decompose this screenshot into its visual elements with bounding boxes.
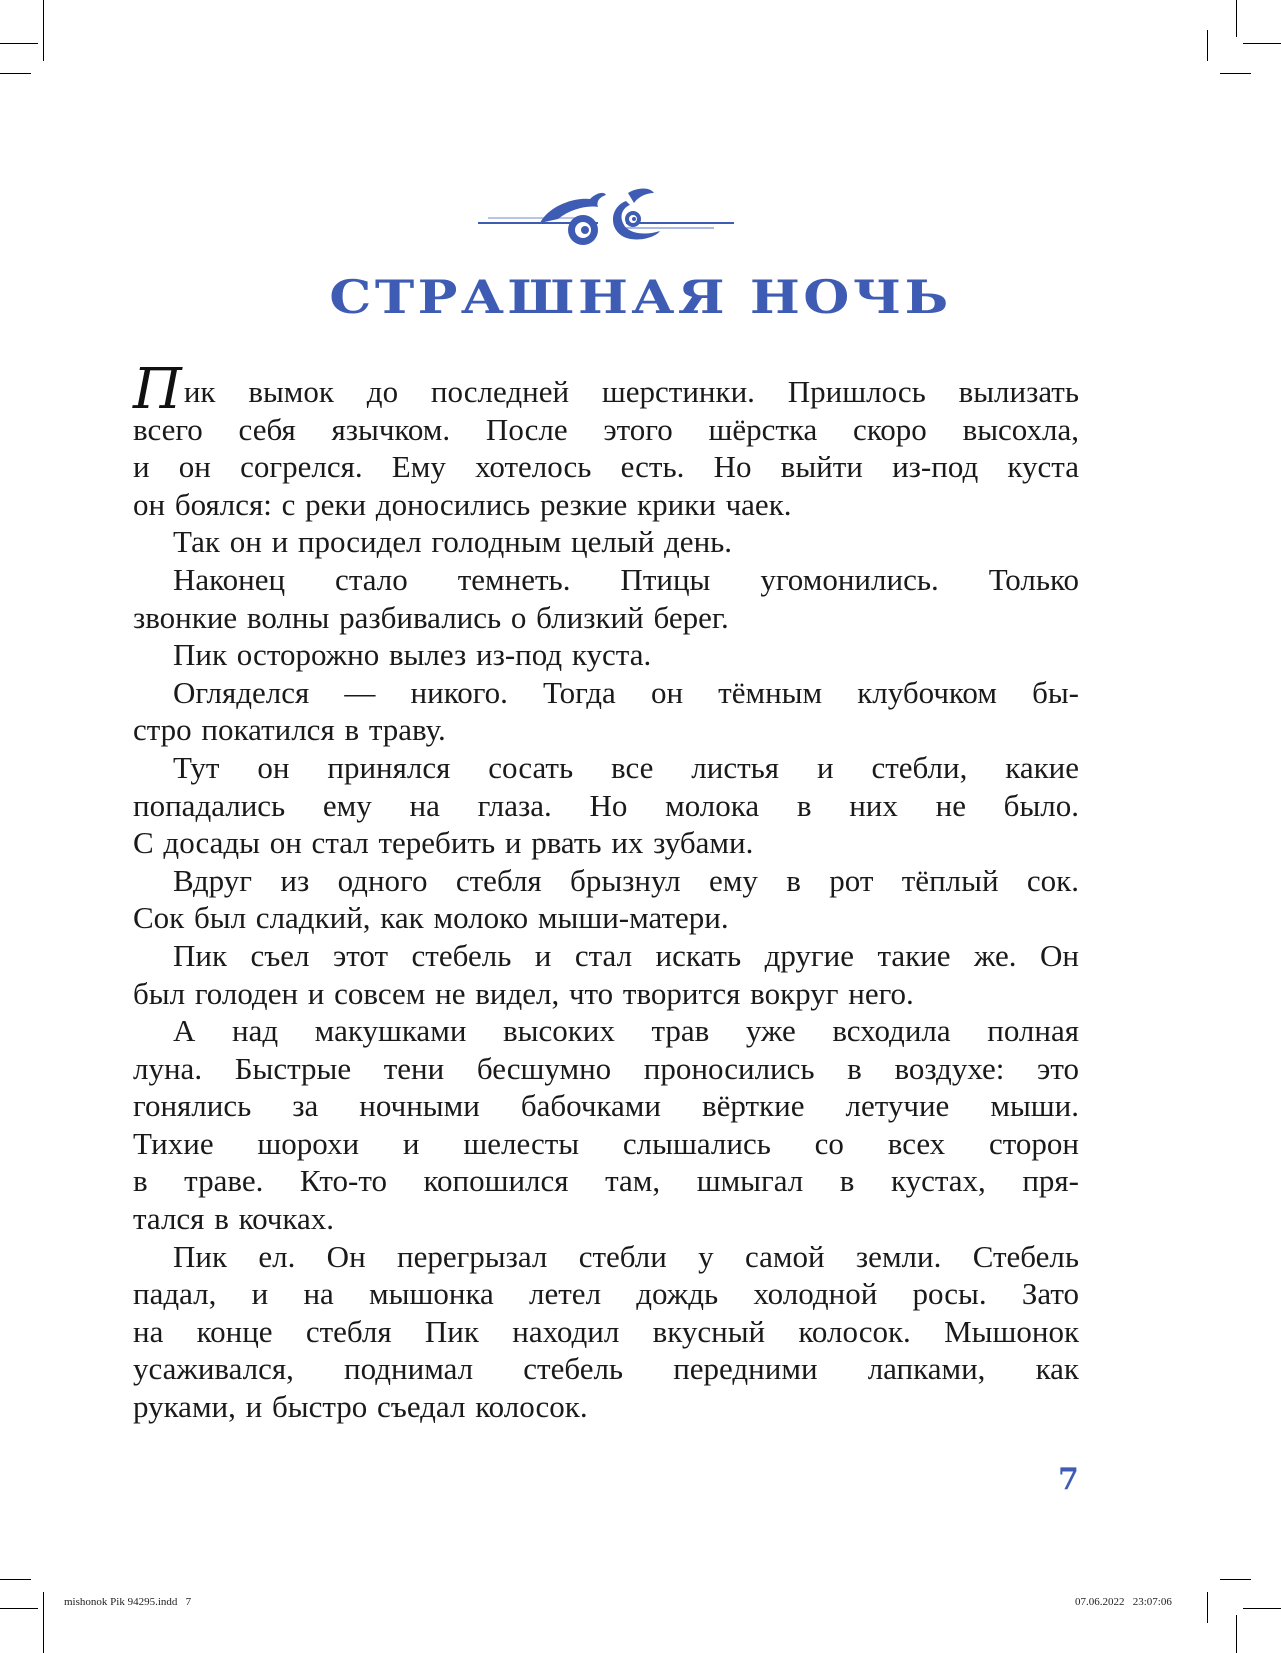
paragraph: Наконец стало темнеть. Птицы угомонились. Только звонкие волны разбивались о близкий берег. [133, 561, 1079, 635]
crop-mark [43, 1592, 44, 1653]
paragraph: Тут он принялся сосать все листья и стебли, какие попадались ему на глаза. Но молока в них не было. С досады он стал теребить и рвать их зубами. [133, 749, 1079, 861]
chapter-title: СТРАШНАЯ НОЧЬ [329, 270, 952, 324]
crop-mark [1207, 1592, 1208, 1623]
page-number: 7 [1058, 1462, 1079, 1497]
crop-mark [0, 1608, 38, 1609]
crop-mark [0, 73, 31, 74]
crop-mark [1236, 0, 1237, 37]
paragraph: А над макушками высоких трав уже всходила полная луна. Быстрые тени бесшумно проносились в воздухе: это гонялись за ночными бабочками вёрткие летучие мыши. Тихие шорохи и шелесты слышались со всех сторон в траве. Кто-то копошился там, шмыгал в кустах, пря- тался в кочках. [133, 1013, 1079, 1237]
paragraph: Огляделся — никого. Тогда он тёмным клубочком бы- стро покатился в траву. [133, 674, 1079, 748]
slug-filename: mishonok Pik 94295.indd 7 [64, 1596, 192, 1608]
slug-datetime: 07.06.2022 23:07:06 [1075, 1596, 1172, 1608]
dropcap: П [133, 357, 182, 422]
crop-mark [1243, 43, 1281, 44]
paragraph: Пик вымок до последней шерстинки. Пришлось вылизать всего себя язычком. После этого шёрстка скоро высохла, и он согрелся. Ему хотелось есть. Но выйти из-под куста он боялся: с реки доносились резкие крики чаек. [133, 357, 1079, 522]
paragraph: Пик съел этот стебель и стал искать другие такие же. Он был голоден и совсем не видел, что творится вокруг него. [133, 937, 1079, 1011]
crop-mark [43, 0, 44, 61]
crop-mark [0, 43, 38, 44]
paragraph: Вдруг из одного стебля брызнул ему в рот тёплый сок. Сок был сладкий, как молоко мыши-матери. [133, 862, 1079, 936]
flourish-ornament-icon [478, 185, 734, 255]
crop-mark [1207, 30, 1208, 61]
crop-mark [1220, 1579, 1251, 1580]
paragraph: Пик ел. Он перегрызал стебли у самой земли. Стебель падал, и на мышонка летел дождь холодной росы. Зато на конце стебля Пик находил вкусный колосок. Мышонок усаживался, поднимал стебель передними лапками, как руками, и быстро съедал колосок. [133, 1238, 1079, 1425]
crop-mark [0, 1579, 31, 1580]
paragraph: Пик осторожно вылез из-под куста. [173, 637, 652, 673]
crop-mark [1236, 1615, 1237, 1653]
crop-mark [1220, 73, 1251, 74]
paragraph: Так он и просидел голодным целый день. [173, 524, 733, 560]
crop-mark [1243, 1608, 1281, 1609]
chapter-body [133, 357, 1079, 1426]
